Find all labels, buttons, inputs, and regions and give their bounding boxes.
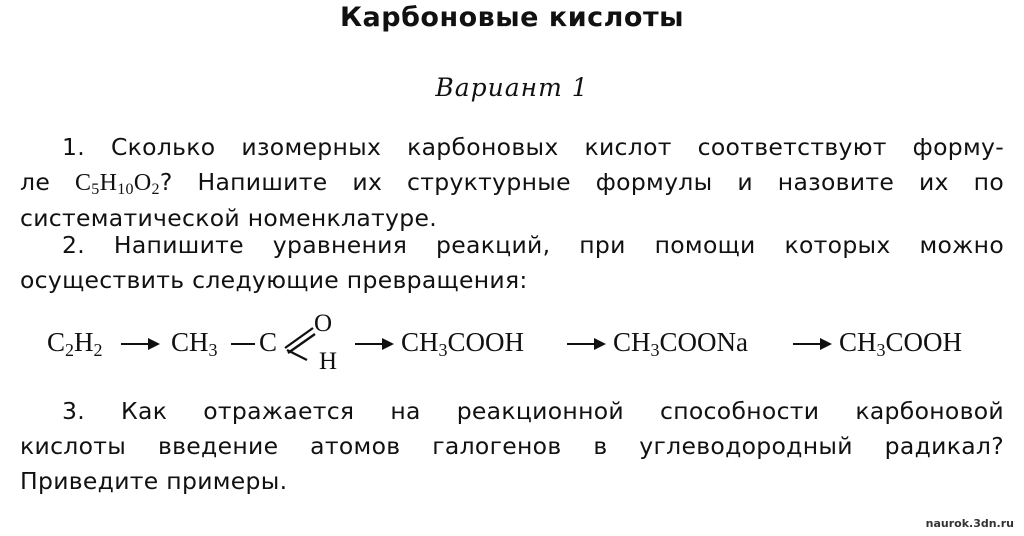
salt-ch: CH [613, 327, 651, 357]
question-3 [20, 394, 1004, 499]
question-1-text-3: систематической номенклатуре. [20, 204, 437, 232]
formula-h: H [99, 170, 118, 196]
question-3-text-3: Приведите примеры. [20, 467, 288, 495]
question-3-line-2 [20, 429, 1004, 464]
aldehyde-bonds [283, 324, 317, 364]
question-3-text-1: 3. Как отражается на реакционной способности карбоновой [62, 397, 1004, 425]
h-bond [287, 350, 307, 360]
question-2-text-2: осуществить следующие превращения: [20, 266, 528, 294]
acid2-cooh: COOH [885, 327, 963, 357]
acid1-sub: 3 [438, 340, 448, 360]
question-3-line-1 [20, 394, 1004, 429]
reaction-scheme [47, 310, 997, 380]
acetaldehyde-ch3 [171, 327, 218, 358]
question-2-line-1 [20, 228, 1004, 263]
question-2-line-2 [20, 263, 1004, 298]
acetylene-h-sub: 2 [93, 340, 103, 360]
question-1-text-2a: ле [20, 168, 51, 196]
question-1-text-1: 1. Сколько изомерных карбоновых кислот соответствуют форму- [62, 133, 1004, 161]
acetaldehyde-ch3-sub: 3 [208, 340, 218, 360]
acetic-acid-formula-1 [401, 327, 524, 358]
arrow-1 [121, 343, 157, 345]
question-3-text-2: кислоты введение атомов галогенов в углеводородный радикал? [20, 432, 1004, 460]
formula-c: C [74, 170, 92, 196]
salt-sub: 3 [650, 340, 660, 360]
formula-h-sub: 10 [117, 181, 134, 198]
acid2-sub: 3 [876, 340, 886, 360]
acetaldehyde-ch: CH [171, 327, 209, 357]
formula-o: O [133, 170, 152, 196]
salt-coona: COONa [659, 327, 749, 357]
formula-o-sub: 2 [151, 181, 160, 198]
watermark: naurok.3dn.ru [925, 517, 1014, 530]
variant-heading: Вариант 1 [435, 73, 589, 102]
aldehyde-hydrogen: H [319, 348, 338, 375]
acid1-ch: CH [401, 327, 439, 357]
question-1-line-1 [20, 130, 1004, 165]
arrow-3 [567, 343, 603, 345]
question-1 [20, 130, 1004, 236]
question-3-line-3 [20, 464, 1004, 499]
acetic-acid-formula-2 [839, 327, 962, 358]
sodium-acetate-formula [613, 327, 748, 358]
arrow-4 [793, 343, 829, 345]
formula-c-sub: 5 [91, 181, 100, 198]
acetylene-formula [47, 327, 103, 358]
question-2-text-1: 2. Напишите уравнения реакций, при помощи которых можно [62, 231, 1004, 259]
acetylene-c: C [47, 327, 66, 357]
acetaldehyde-c: C [259, 327, 278, 357]
formula-c5h10o2 [75, 170, 160, 196]
question-2 [20, 228, 1004, 298]
acid1-cooh: COOH [447, 327, 525, 357]
acetylene-h: H [74, 327, 94, 357]
question-1-line-2 [20, 165, 1004, 201]
page-title: Карбоновые кислоты [339, 2, 685, 33]
arrow-2 [355, 343, 391, 345]
aldehyde-oxygen: O [314, 310, 333, 337]
question-1-text-2b: ? Напишите их структурные формулы и назовите их по [159, 168, 1004, 196]
acid2-ch: CH [839, 327, 877, 357]
single-bond [231, 343, 255, 345]
acetylene-c-sub: 2 [65, 340, 75, 360]
